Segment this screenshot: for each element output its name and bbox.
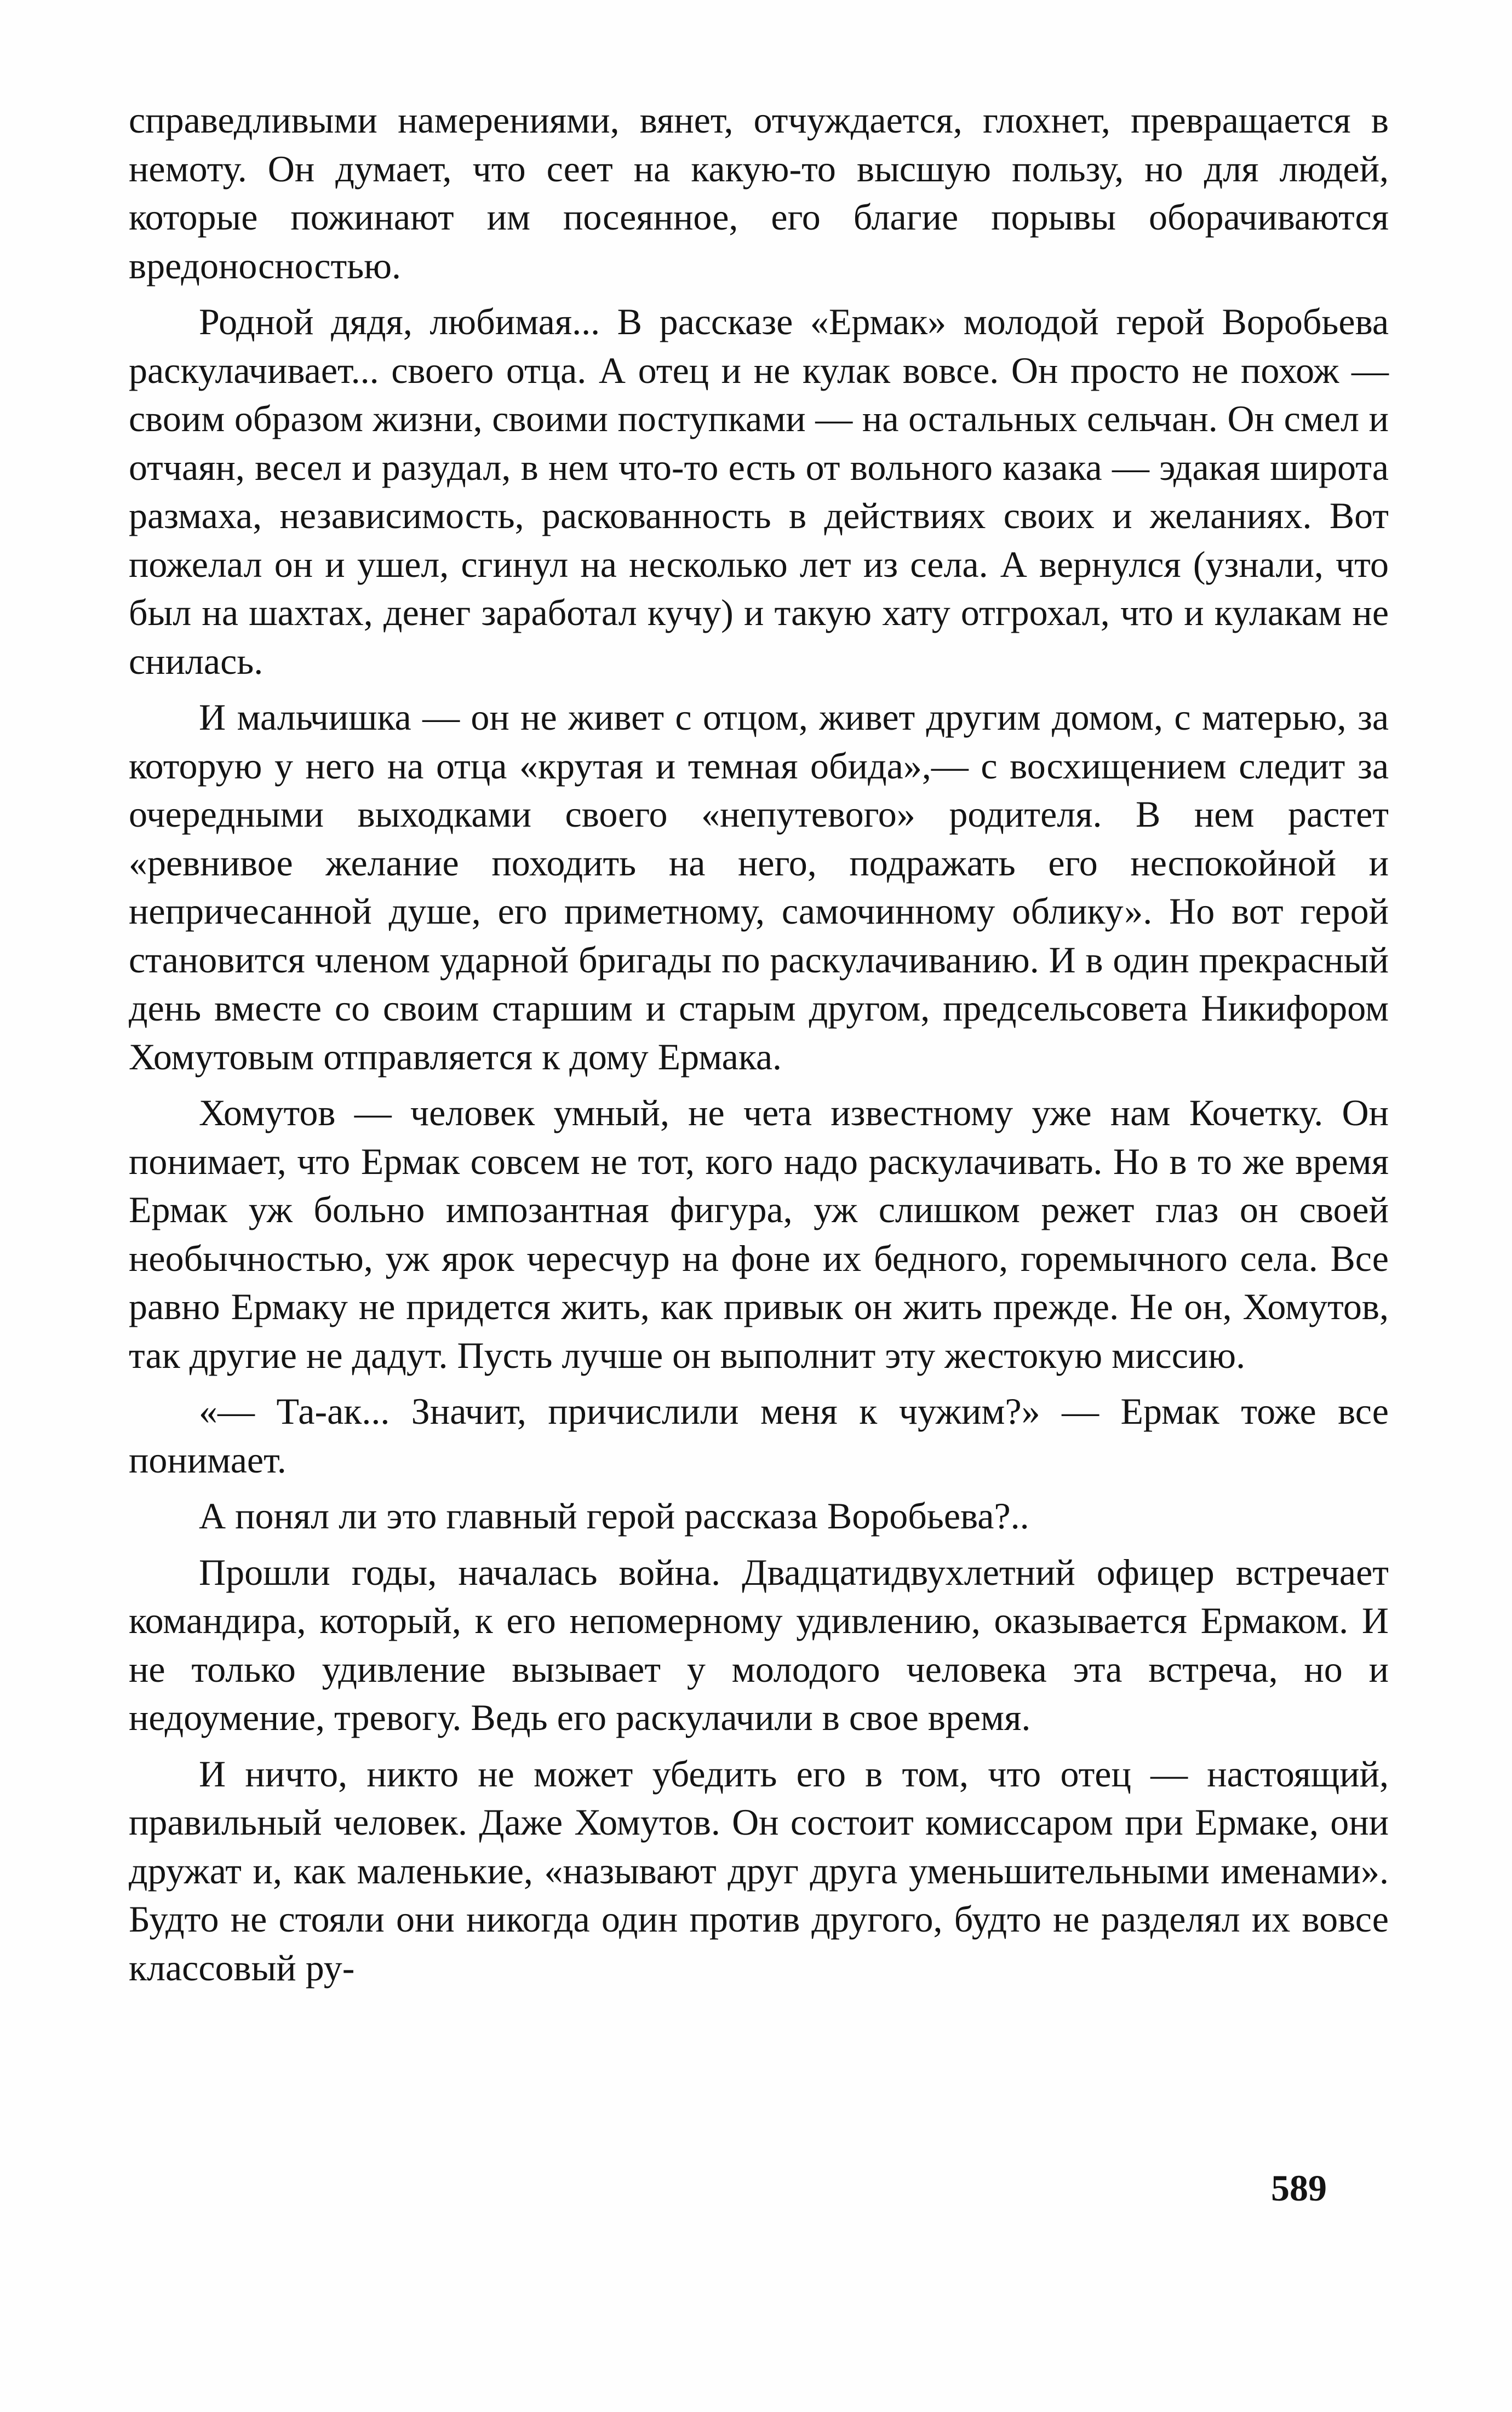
paragraph-4: Хомутов — человек умный, не чета известному уже нам Кочетку. Он понимает, что Ермак совсем не тот, кого надо раскулачивать. Но в то же время Ермак уж больно импозантная фигура, уж слишком режет глаз он своей необычностью, уж ярок чересчур на фоне их бедного, горемычного села. Все равно Ермаку не придется жить, как привык он жить прежде. Не он, Хомутов, так другие не дадут. Пусть лучше он выполнит эту жестокую миссию. — [129, 1092, 1389, 1376]
page-number: 589 — [1271, 2167, 1327, 2209]
paragraph-7: Прошли годы, началась война. Двадцатидвухлетний офицер встречает командира, который, к его непомерному удивлению, оказывается Ермаком. И не только удивление вызывает у молодого человека эта встреча, но и недоумение, тревогу. Ведь его раскулачили в свое время. — [129, 1551, 1389, 1738]
paragraph-8: И ничто, никто не может убедить его в том, что отец — настоящий, правильный человек. Даже Хомутов. Он состоит комиссаром при Ермаке, они дружат и, как маленькие, «называют друг друга уменьшительными именами». Будто не стояли они никогда один против другого, будто не разделял их вовсе классовый ру- — [129, 1752, 1389, 1989]
body-text — [129, 96, 1389, 2000]
paragraph-2: Родной дядя, любимая... В рассказе «Ермак» молодой герой Воробьева раскулачивает... своего отца. А отец и не кулак вовсе. Он просто не похож — своим образом жизни, своими поступками — на остальных сельчан. Он смел и отчаян, весел и разудал, в нем что-то есть от вольного казака — эдакая широта размаха, независимость, раскованность в действиях своих и желаниях. Вот пожелал он и ушел, сгинул на несколько лет из села. А вернулся (узнали, что был на шахтах, денег заработал кучу) и такую хату отгрохал, что и кулакам не снилась. — [129, 301, 1389, 682]
paragraph-6: А понял ли это главный герой рассказа Воробьева?.. — [199, 1495, 1029, 1537]
paragraph-3: И мальчишка — он не живет с отцом, живет другим домом, с матерью, за которую у него на отца «крутая и темная обида»,— с восхищением следит за очередными выходками своего «непутевого» родителя. В нем растет «ревнивое желание походить на него, подражать его неспокойной и непричесанной душе, его приметному, самочинному облику». Но вот герой становится членом ударной бригады по раскулачиванию. И в один прекрасный день вместе со своим старшим и старым другом, предсельсовета Никифором Хомутовым отправляется к дому Ермака. — [129, 696, 1389, 1078]
paragraph-1: справедливыми намерениями, вянет, отчуждается, глохнет, превращается в немоту. Он думает, что сеет на какую-то высшую пользу, но для людей, которые пожинают им посеянное, его благие порывы оборачиваются вредоносностью. — [129, 99, 1389, 287]
paragraph-5: «— Та-ак... Значит, причислили меня к чужим?» — Ермак тоже все понимает. — [129, 1390, 1389, 1481]
